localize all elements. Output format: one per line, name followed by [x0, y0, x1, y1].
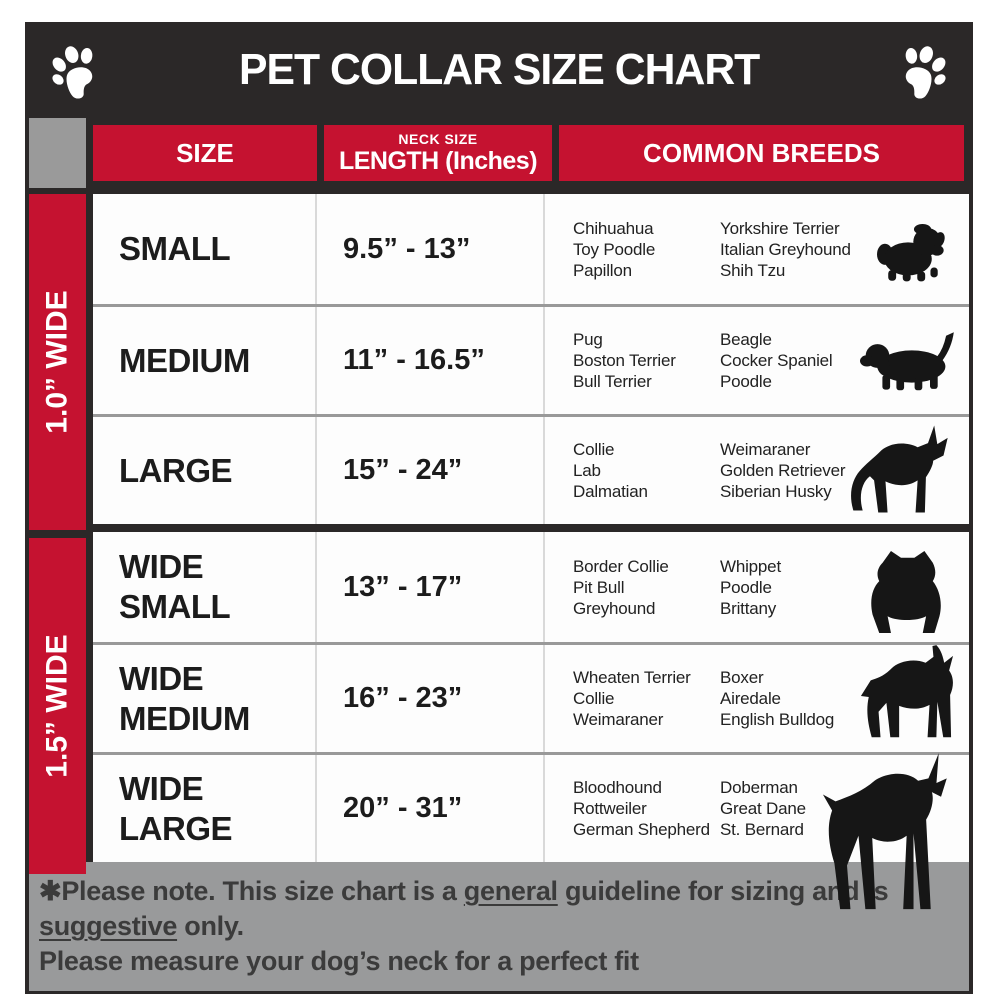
breed-item: Chihuahua: [573, 218, 654, 238]
column-header-neck-length: [324, 125, 552, 181]
breed-item: Whippet: [720, 556, 781, 576]
table: [25, 118, 973, 994]
group-band-1-inch: [29, 194, 86, 530]
size-cell: WIDE LARGE: [93, 755, 317, 862]
table-header-row: [29, 118, 969, 188]
title-bar: [25, 22, 973, 118]
breed-item: Boxer: [720, 668, 764, 687]
breed-item: Papillon: [573, 260, 632, 280]
breed-item: Lab: [573, 461, 601, 480]
neck-size-sublabel: NECK SIZE: [398, 130, 478, 147]
breed-item: Boston Terrier: [573, 351, 676, 370]
breeds-cell: [545, 532, 969, 642]
breed-item: Golden Retriever: [720, 461, 846, 480]
size-cell: WIDE MEDIUM: [93, 645, 317, 752]
breed-item: Shih Tzu: [720, 260, 786, 280]
german-shepherd-silhouette-icon: [843, 417, 957, 521]
breed-item: Doberman: [720, 778, 798, 797]
rows-column: [93, 194, 969, 862]
breeds-cell: [545, 194, 969, 304]
breed-item: Weimaraner: [573, 710, 664, 729]
paw-print-icon: [47, 40, 103, 100]
group-label-1-5-inch: 1.5” WIDE: [40, 634, 74, 778]
section-divider: [93, 524, 969, 532]
paw-print-icon: [895, 40, 951, 100]
breed-item: Collie: [573, 689, 615, 708]
breed-item: Collie: [573, 440, 615, 459]
table-body: [29, 188, 969, 862]
breed-item: Greyhound: [573, 598, 656, 618]
neck-range-cell: 13” - 17”: [317, 532, 545, 642]
breed-list-left: [573, 556, 720, 619]
bulldog-silhouette-icon: [859, 546, 943, 638]
breed-item: Poodle: [720, 372, 772, 391]
table-row-wide-large: [93, 752, 969, 862]
breed-item: Great Dane: [720, 799, 806, 818]
breed-item: Cocker Spaniel: [720, 351, 833, 370]
breeds-cell: [545, 417, 969, 524]
breed-item: Bloodhound: [573, 778, 662, 797]
breed-item: Poodle: [720, 577, 772, 597]
width-group-strip: [29, 194, 93, 862]
breed-item: Border Collie: [573, 556, 669, 576]
size-cell: MEDIUM: [93, 307, 317, 414]
breed-item: Italian Greyhound: [720, 239, 851, 259]
breed-item: Yorkshire Terrier: [720, 218, 840, 238]
column-header-common-breeds: COMMON BREEDS: [559, 125, 964, 181]
breed-item: Dalmatian: [573, 482, 648, 501]
breed-list-left: [573, 218, 720, 281]
breed-item: Brittany: [720, 598, 777, 618]
breed-item: Airedale: [720, 689, 781, 708]
neck-range-cell: 15” - 24”: [317, 417, 545, 524]
breed-item: Toy Poodle: [573, 239, 656, 259]
corner-spacer-cell: [29, 118, 86, 188]
group-band-1-5-inch: [29, 538, 86, 874]
group-label-1-inch: 1.0” WIDE: [40, 290, 74, 434]
neck-range-cell: 20” - 31”: [317, 755, 545, 862]
breed-item: Bull Terrier: [573, 372, 652, 391]
size-cell: WIDE SMALL: [93, 532, 317, 642]
breed-item: Rottweiler: [573, 799, 647, 818]
breed-item: Siberian Husky: [720, 482, 832, 501]
breed-list-left: [573, 329, 720, 392]
note-underline-suggestive: suggestive: [39, 911, 178, 941]
note-line1-middle: guideline for sizing and is: [557, 876, 889, 906]
breed-item: German Shepherd: [573, 820, 710, 839]
note-line2: Please measure your dog’s neck for a perfect fit: [39, 946, 639, 976]
note-line1-prefix: ✱Please note. This size chart is a: [39, 876, 464, 906]
table-row-small: [93, 194, 969, 304]
table-row-large: [93, 414, 969, 524]
breeds-cell: [545, 755, 969, 862]
neck-range-cell: 11” - 16.5”: [317, 307, 545, 414]
breed-item: Pug: [573, 330, 603, 349]
breed-item: St. Bernard: [720, 820, 804, 839]
note-underline-general: general: [463, 876, 558, 906]
breed-list-left: [573, 777, 720, 840]
breed-item: Weimaraner: [720, 440, 811, 459]
neck-range-cell: 9.5” - 13”: [317, 194, 545, 304]
size-cell: LARGE: [93, 417, 317, 524]
table-row-wide-medium: [93, 642, 969, 752]
breeds-cell: [545, 645, 969, 752]
breed-item: Wheaten Terrier: [573, 668, 691, 687]
table-row-medium: [93, 304, 969, 414]
page-title: PET COLLAR SIZE CHART: [238, 45, 760, 94]
neck-range-cell: 16” - 23”: [317, 645, 545, 752]
section-1-inch-wide: [93, 194, 969, 524]
breed-list-right: [720, 218, 885, 281]
column-header-size: SIZE: [93, 125, 317, 181]
beagle-silhouette-icon: [859, 328, 959, 398]
doberman-silhouette-icon: [817, 744, 955, 916]
length-inches-label: LENGTH (Inches): [338, 146, 538, 175]
breed-item: Beagle: [720, 330, 772, 349]
note-line1-suffix: only.: [177, 911, 244, 941]
table-row-wide-small: [93, 532, 969, 642]
size-chart-infographic: [25, 22, 973, 994]
shih-tzu-silhouette-icon: [873, 218, 947, 284]
pit-bull-silhouette-icon: [857, 641, 955, 754]
breed-item: English Bulldog: [720, 710, 835, 729]
section-1-5-inch-wide: [93, 532, 969, 862]
breed-list-left: [573, 439, 720, 502]
size-cell: SMALL: [93, 194, 317, 304]
breed-item: Pit Bull: [573, 577, 625, 597]
breeds-cell: [545, 307, 969, 414]
breed-list-left: [573, 667, 720, 730]
